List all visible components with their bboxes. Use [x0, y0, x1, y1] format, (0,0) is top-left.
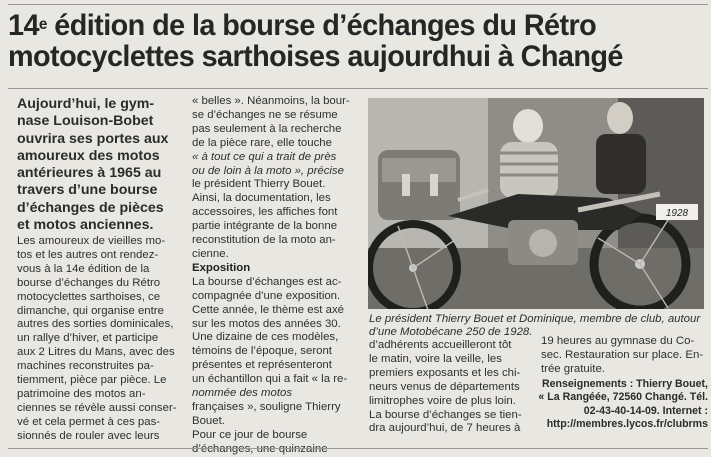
article-column-4: 19 heures au gymnase du Co- sec. Restauration sur place. En- trée gratuite. [541, 335, 704, 375]
contact-info: Renseignements : Thierry Bouet, « La Rangéée, 72560 Changé. Tél. 02-43-40-14-09. Internet : http://membres.lycos.fr/clubrms [530, 378, 708, 432]
headline-rule [8, 88, 708, 89]
bottom-rule [8, 448, 708, 449]
photo-illustration [368, 98, 704, 309]
headline-line-2: motocyclettes sarthoises aujourdhui à Changé [8, 40, 623, 73]
license-plate-text: 1928 [665, 208, 689, 219]
club-website-link[interactable]: http://membres.lycos.fr/clubrms [546, 418, 708, 431]
article-column-2: « belles ». Néanmoins, la bour- se d’échanges ne se résume pas seulement à la recherche de la pièce rare, elle touche « à tout ce qui a trait de près ou de loin à la moto », précise le président Thierry Bouet. Ainsi, la documentation, les accessoires, les affiches font partie intégrante de la bonne reconstitution de la moto an- cienne. Exposition La bourse d’échanges est ac- compagnée d’une exposition. Cette année, le thème est axé sur les motos des années 30. Une dizaine de ces modèles, témoins de l’époque, seront présentes et représenteront un échantillon qui a fait « la re- nommée des motos françaises », souligne Thierry Bouet. Pour ce jour de bourse [192, 95, 362, 457]
headline-line-1: 14e édition de la bourse d’échanges du Rétro [8, 9, 597, 42]
headline [8, 10, 680, 72]
lead-paragraph: Aujourd’hui, le gym- nase Louison-Bobet ouvrira ses portes aux amoureux des motos antérieures à 1965 au travers d’une bourse d’échanges de pièces et motos anciennes. [17, 96, 169, 234]
exposition-subhead: Exposition [192, 261, 251, 274]
motorcycle-photo [368, 98, 704, 309]
article-column-1: Les amoureux de vieilles mo- tos et les autres ont rendez- vous à la 14e édition de la bourse d’échanges du Rétro motocyclettes sarthoises, ce dimanche, qui organise entre autres des sorties dominicales, un rallye d’hiver, et participe aux 2 Litres du Mans, avec des machines reconstruites pa- tiemment, pièce par pièce. Le patrimoine des motos an- ciennes se révèle aussi conser- vé et cela permet à ces pas- sionnés de rouler avec leurs [17, 235, 177, 442]
article-column-3: d’adhérents accueilleront tôt le matin, voire la veille, les premiers exposants et les chi- neurs venus de départements limitrophes voire de plus loin. La bourse d’échanges se tien- dra aujourd’hui, de 7 heures à [369, 339, 522, 435]
photo-caption: Le président Thierry Bouet et Dominique, membre de club, autour d’une Motobécane 250 de 1928. [369, 313, 701, 339]
top-rule [8, 4, 708, 5]
